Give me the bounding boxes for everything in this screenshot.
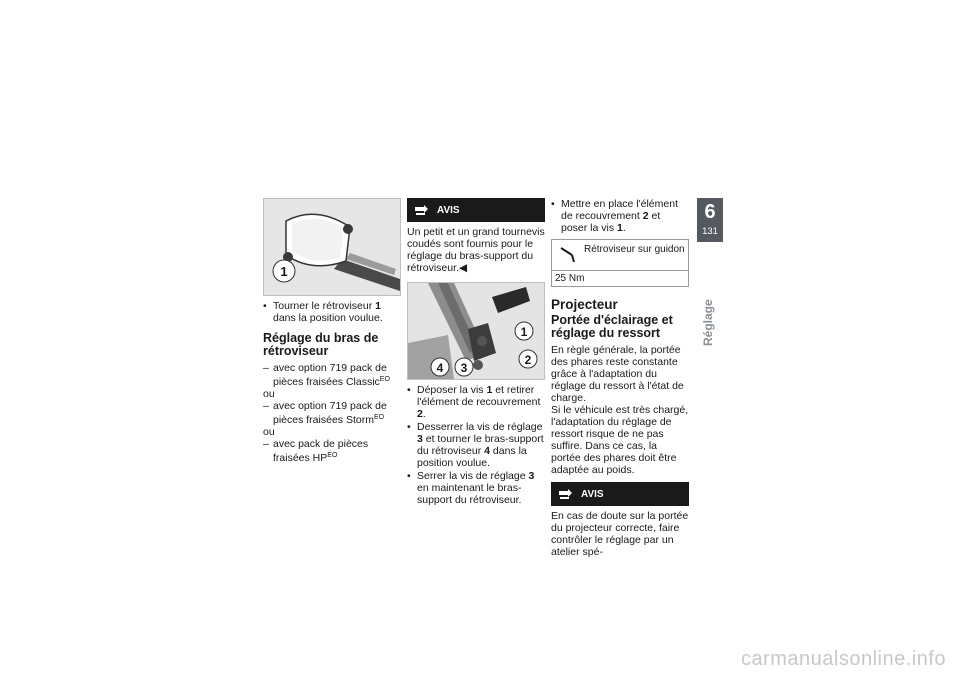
text: Serrer la vis de réglage bbox=[417, 470, 529, 482]
eo-mark: EO bbox=[373, 414, 385, 421]
ref-number: 2 bbox=[417, 408, 423, 420]
mirror-arm-figure bbox=[407, 282, 545, 380]
column-3 bbox=[551, 198, 689, 558]
torque-spec-box bbox=[551, 239, 689, 287]
heading-headlight-range: Portée d'éclairage et réglage du ressort bbox=[551, 313, 673, 340]
column-1 bbox=[263, 198, 401, 464]
avis-banner bbox=[407, 198, 545, 222]
bullet-tighten-screw bbox=[407, 470, 545, 506]
text: dans la position voulue. bbox=[273, 312, 383, 324]
avis-notice-icon bbox=[557, 487, 575, 501]
avis-label: AVIS bbox=[437, 204, 460, 216]
or-text: ou bbox=[263, 388, 275, 400]
page-number: 131 bbox=[702, 226, 718, 237]
text: et poser la vis bbox=[561, 210, 661, 234]
torque-spec-header bbox=[552, 240, 688, 271]
end-mark: ◀ bbox=[458, 262, 468, 274]
callout-4: 4 bbox=[436, 361, 444, 375]
torque-label: Rétroviseur sur guidon bbox=[584, 244, 685, 255]
chapter-title: Réglage bbox=[701, 299, 715, 346]
text: Tourner le rétroviseur bbox=[273, 300, 376, 312]
text: en maintenant le bras-support du rétroviseur. bbox=[417, 482, 522, 506]
ref-number: 3 bbox=[528, 470, 535, 482]
ref-number: 3 bbox=[417, 433, 423, 445]
option-hp bbox=[263, 438, 401, 464]
bullet-install-cover bbox=[551, 198, 689, 234]
avis-text bbox=[407, 226, 545, 274]
avis-label: AVIS bbox=[581, 488, 604, 500]
text: Déposer la vis bbox=[417, 384, 487, 396]
text: et tourner le bras-support du rétroviseur bbox=[417, 433, 544, 457]
text: dans la position voulue. bbox=[417, 445, 527, 469]
text: et retirer l'élément de recouvrement bbox=[417, 384, 541, 408]
ref-number: 2 bbox=[642, 210, 649, 222]
callout-1: 1 bbox=[520, 325, 528, 339]
chapter-tab bbox=[697, 198, 723, 242]
column-2 bbox=[407, 198, 545, 507]
text: avec pack de pièces fraisées HP bbox=[273, 438, 369, 464]
bullet-remove-screw bbox=[407, 384, 545, 420]
bullet-rotate-mirror bbox=[263, 300, 401, 324]
torque-wrench-icon bbox=[560, 246, 578, 262]
mirror-figure bbox=[263, 198, 401, 296]
section-title-projecteur: Projecteur bbox=[551, 297, 618, 312]
chapter-title-vertical bbox=[699, 282, 721, 352]
text: . bbox=[422, 408, 426, 420]
bullet-loosen-screw bbox=[407, 421, 545, 469]
paragraph-2: Si le véhicule est très chargé, l'adaptation du réglage de ressort risque de ne pas suffire. Dans ce cas, la portée des phares doit être adaptée au poids. bbox=[551, 404, 689, 476]
avis-banner bbox=[551, 482, 689, 506]
eo-mark: EO bbox=[379, 376, 390, 383]
avis-notice-icon bbox=[413, 203, 431, 217]
callout-3: 3 bbox=[460, 361, 468, 375]
option-storm bbox=[263, 400, 401, 426]
heading-mirror-arm: Réglage du bras de rétroviseur bbox=[263, 331, 379, 358]
text: avec option 719 pack de pièces fraisées Storm bbox=[273, 400, 387, 426]
text: avec option 719 pack de pièces fraisées Classic bbox=[273, 362, 387, 388]
paragraph-1: En règle générale, la portée des phares reste constante grâce à l'adaptation du réglage du ressort à l'état de charge. bbox=[551, 344, 684, 404]
callout-1: 1 bbox=[280, 264, 288, 279]
ref-number: 1 bbox=[486, 384, 493, 396]
chapter-number: 6 bbox=[704, 201, 716, 223]
chapter-sidebar bbox=[697, 198, 723, 346]
text: Desserrer la vis de réglage bbox=[417, 421, 543, 433]
text: . bbox=[622, 222, 626, 234]
watermark: carmanualsonline.info bbox=[740, 648, 946, 670]
or-text: ou bbox=[263, 426, 275, 438]
option-classic bbox=[263, 362, 401, 388]
eo-mark: EO bbox=[327, 452, 338, 459]
text: Un petit et un grand tournevis coudés sont fournis pour le réglage du bras-support du rétroviseur. bbox=[407, 226, 545, 274]
ref-number: 1 bbox=[375, 300, 381, 312]
ref-number: 4 bbox=[484, 445, 490, 457]
ref-number: 1 bbox=[617, 222, 623, 234]
callout-2: 2 bbox=[524, 353, 532, 367]
text: Mettre en place l'élément de recouvrement bbox=[561, 198, 678, 222]
torque-value: 25 Nm bbox=[555, 273, 585, 284]
avis-text: En cas de doute sur la portée du projecteur correcte, faire contrôler le réglage par un atelier spé- bbox=[551, 510, 689, 558]
